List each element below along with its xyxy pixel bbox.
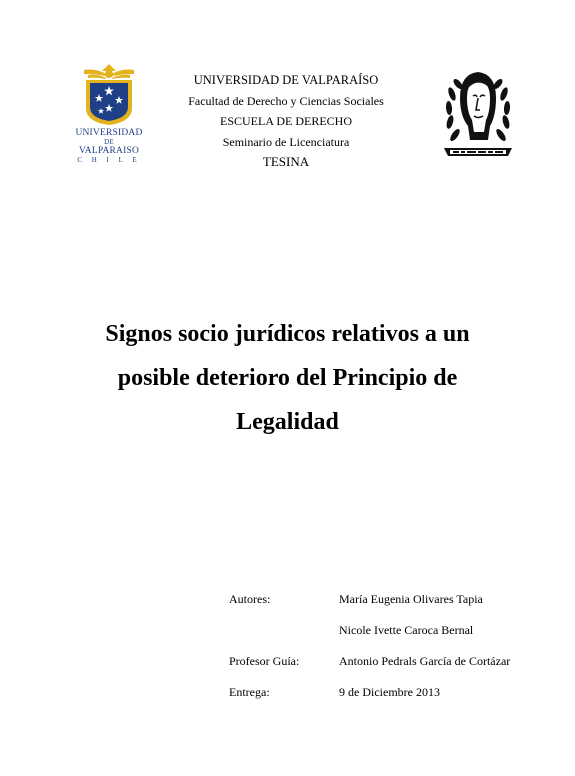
title-line3: Legalidad <box>236 409 339 435</box>
school-name: ESCUELA DE DERECHO <box>220 114 352 128</box>
faculty-seal <box>440 64 516 164</box>
date-row <box>229 685 549 716</box>
advisor-label: Profesor Guía: <box>229 654 300 668</box>
institution-header <box>150 70 422 173</box>
logo-text-line1: UNIVERSIDAD <box>75 128 143 138</box>
document-type: TESINA <box>262 154 310 169</box>
faculty-name: Facultad de Derecho y Ciencias Sociales <box>188 93 384 108</box>
advisor-name: Antonio Pedrals García de Cortázar <box>339 654 511 668</box>
seminar-name: Seminario de Licenciatura <box>222 134 350 149</box>
title-line1: Signos socio jurídicos relativos a un <box>105 321 470 347</box>
thesis-info <box>229 592 549 716</box>
laureled-head-seal-icon <box>440 64 516 164</box>
advisor-row <box>229 654 549 685</box>
author2-row <box>229 623 549 654</box>
university-logo <box>70 62 148 172</box>
authors-row <box>229 592 549 623</box>
author-2: Nicole Ivette Caroca Bernal <box>339 623 474 637</box>
author-1: María Eugenia Olivares Tapia <box>339 592 483 606</box>
logo-text-line3: VALPARAISO <box>78 146 140 156</box>
university-name: UNIVERSIDAD DE VALPARAÍSO <box>193 73 379 87</box>
university-logo-text <box>70 128 148 165</box>
authors-label: Autores: <box>229 592 271 606</box>
date-label: Entrega: <box>229 685 270 699</box>
delivery-date: 9 de Diciembre 2013 <box>339 685 440 699</box>
logo-text-line2: DE <box>104 138 114 146</box>
thesis-title <box>60 312 515 444</box>
university-shield-icon <box>70 62 148 126</box>
title-line2: posible deterioro del Principio de <box>117 365 458 391</box>
logo-text-line4: C H I L E <box>77 156 141 164</box>
